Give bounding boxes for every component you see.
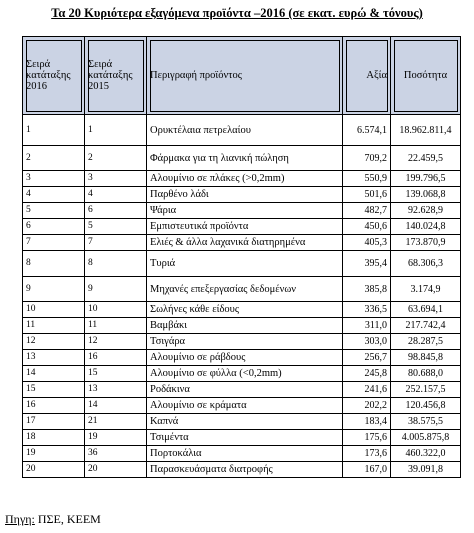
- cell-description: Σωλήνες κάθε είδους: [147, 302, 343, 318]
- cell-description: Τσιγάρα: [147, 334, 343, 350]
- cell-value: 167,0: [343, 462, 391, 478]
- cell-value: 501,6: [343, 187, 391, 203]
- source-note: [5, 512, 101, 527]
- cell-rank-2015: 14: [85, 398, 147, 414]
- cell-rank-2016: 13: [23, 350, 85, 366]
- table-row: [23, 398, 461, 414]
- cell-quantity: 68.306,3: [391, 251, 461, 277]
- cell-description: Αλουμίνιο σε φύλλα (<0,2mm): [147, 366, 343, 382]
- cell-description: Βαμβάκι: [147, 318, 343, 334]
- cell-quantity: 4.005.875,8: [391, 430, 461, 446]
- cell-rank-2015: 10: [85, 302, 147, 318]
- cell-quantity: 217.742,4: [391, 318, 461, 334]
- cell-value: 256,7: [343, 350, 391, 366]
- table-row: [23, 414, 461, 430]
- cell-description: Ψάρια: [147, 203, 343, 219]
- cell-value: 550,9: [343, 171, 391, 187]
- cell-rank-2015: 7: [85, 235, 147, 251]
- header-value: Αξία: [343, 37, 391, 115]
- cell-rank-2016: 14: [23, 366, 85, 382]
- table-row: [23, 171, 461, 187]
- table-row: [23, 187, 461, 203]
- cell-rank-2016: 2: [23, 146, 85, 171]
- source-text: ΠΣΕ, ΚΕΕΜ: [37, 512, 101, 526]
- source-label: Πηγη:: [5, 512, 35, 526]
- cell-rank-2016: 20: [23, 462, 85, 478]
- cell-rank-2016: 5: [23, 203, 85, 219]
- cell-rank-2015: 19: [85, 430, 147, 446]
- cell-rank-2015: 9: [85, 277, 147, 302]
- cell-value: 311,0: [343, 318, 391, 334]
- header-quantity: Ποσότητα: [391, 37, 461, 115]
- cell-quantity: 3.174,9: [391, 277, 461, 302]
- table-row: [23, 219, 461, 235]
- cell-value: 6.574,1: [343, 115, 391, 146]
- cell-rank-2016: 9: [23, 277, 85, 302]
- cell-rank-2016: 10: [23, 302, 85, 318]
- cell-description: Ελιές & άλλα λαχανικά διατηρημένα: [147, 235, 343, 251]
- cell-description: Παρασκευάσματα διατροφής: [147, 462, 343, 478]
- cell-quantity: 39.091,8: [391, 462, 461, 478]
- cell-value: 405,3: [343, 235, 391, 251]
- cell-rank-2016: 18: [23, 430, 85, 446]
- cell-description: Ροδάκινα: [147, 382, 343, 398]
- cell-rank-2015: 3: [85, 171, 147, 187]
- cell-description: Τσιμέντα: [147, 430, 343, 446]
- cell-description: Ορυκτέλαια πετρελαίου: [147, 115, 343, 146]
- table-row: [23, 203, 461, 219]
- cell-rank-2016: 7: [23, 235, 85, 251]
- cell-rank-2016: 3: [23, 171, 85, 187]
- cell-value: 202,2: [343, 398, 391, 414]
- table-row: [23, 350, 461, 366]
- cell-rank-2015: 6: [85, 203, 147, 219]
- cell-rank-2016: 15: [23, 382, 85, 398]
- cell-quantity: 38.575,5: [391, 414, 461, 430]
- cell-rank-2015: 13: [85, 382, 147, 398]
- cell-description: Αλουμίνιο σε πλάκες (>0,2mm): [147, 171, 343, 187]
- cell-rank-2016: 8: [23, 251, 85, 277]
- header-rank-2015: Σειρά κατάταξης 2015: [85, 37, 147, 115]
- cell-value: 241,6: [343, 382, 391, 398]
- cell-rank-2015: 11: [85, 318, 147, 334]
- cell-value: 336,5: [343, 302, 391, 318]
- table-row: [23, 251, 461, 277]
- table-row: [23, 146, 461, 171]
- cell-value: 450,6: [343, 219, 391, 235]
- cell-quantity: 63.694,1: [391, 302, 461, 318]
- table-row: [23, 446, 461, 462]
- cell-rank-2015: 4: [85, 187, 147, 203]
- cell-description: Τυριά: [147, 251, 343, 277]
- cell-quantity: 120.456,8: [391, 398, 461, 414]
- cell-rank-2016: 17: [23, 414, 85, 430]
- table-row: [23, 302, 461, 318]
- table-row: [23, 462, 461, 478]
- table-row: [23, 318, 461, 334]
- cell-value: 385,8: [343, 277, 391, 302]
- cell-quantity: 173.870,9: [391, 235, 461, 251]
- cell-description: Παρθένο λάδι: [147, 187, 343, 203]
- cell-description: Μηχανές επεξεργασίας δεδομένων: [147, 277, 343, 302]
- cell-rank-2015: 21: [85, 414, 147, 430]
- cell-quantity: 98.845,8: [391, 350, 461, 366]
- cell-rank-2016: 19: [23, 446, 85, 462]
- cell-rank-2015: 8: [85, 251, 147, 277]
- cell-rank-2016: 11: [23, 318, 85, 334]
- cell-description: Καπνά: [147, 414, 343, 430]
- cell-quantity: 28.287,5: [391, 334, 461, 350]
- table-body: [23, 115, 461, 478]
- cell-description: Φάρμακα για τη λιανική πώληση: [147, 146, 343, 171]
- cell-value: 183,4: [343, 414, 391, 430]
- cell-rank-2015: 20: [85, 462, 147, 478]
- cell-rank-2016: 1: [23, 115, 85, 146]
- table-row: [23, 366, 461, 382]
- cell-value: 709,2: [343, 146, 391, 171]
- cell-quantity: 92.628,9: [391, 203, 461, 219]
- cell-rank-2015: 15: [85, 366, 147, 382]
- cell-quantity: 139.068,8: [391, 187, 461, 203]
- table-row: [23, 115, 461, 146]
- cell-description: Αλουμίνιο σε ράβδους: [147, 350, 343, 366]
- cell-rank-2016: 16: [23, 398, 85, 414]
- cell-quantity: 18.962.811,4: [391, 115, 461, 146]
- cell-rank-2015: 36: [85, 446, 147, 462]
- cell-rank-2015: 5: [85, 219, 147, 235]
- cell-quantity: 80.688,0: [391, 366, 461, 382]
- header-description: Περιγραφή προϊόντος: [147, 37, 343, 115]
- cell-rank-2015: 12: [85, 334, 147, 350]
- cell-description: Εμπιστευτικά προϊόντα: [147, 219, 343, 235]
- table-row: [23, 235, 461, 251]
- cell-quantity: 460.322,0: [391, 446, 461, 462]
- cell-description: Πορτοκάλια: [147, 446, 343, 462]
- cell-rank-2016: 12: [23, 334, 85, 350]
- cell-description: Αλουμίνιο σε κράματα: [147, 398, 343, 414]
- cell-rank-2015: 1: [85, 115, 147, 146]
- document-title: Τα 20 Κυριότερα εξαγόμενα προϊόντα –2016 (σε εκατ. ευρώ & τόνους): [51, 6, 423, 20]
- cell-value: 303,0: [343, 334, 391, 350]
- cell-quantity: 22.459,5: [391, 146, 461, 171]
- cell-rank-2016: 6: [23, 219, 85, 235]
- cell-value: 245,8: [343, 366, 391, 382]
- cell-value: 395,4: [343, 251, 391, 277]
- cell-quantity: 140.024,8: [391, 219, 461, 235]
- cell-quantity: 199.796,5: [391, 171, 461, 187]
- table-row: [23, 334, 461, 350]
- cell-value: 482,7: [343, 203, 391, 219]
- table-row: [23, 277, 461, 302]
- table-header-row: [23, 37, 461, 115]
- cell-value: 175,6: [343, 430, 391, 446]
- table-row: [23, 430, 461, 446]
- cell-rank-2015: 2: [85, 146, 147, 171]
- table-row: [23, 382, 461, 398]
- cell-value: 173,6: [343, 446, 391, 462]
- exports-table: [22, 36, 461, 478]
- cell-quantity: 252.157,5: [391, 382, 461, 398]
- cell-rank-2015: 16: [85, 350, 147, 366]
- header-rank-2016: Σειρά κατάταξης 2016: [23, 37, 85, 115]
- cell-rank-2016: 4: [23, 187, 85, 203]
